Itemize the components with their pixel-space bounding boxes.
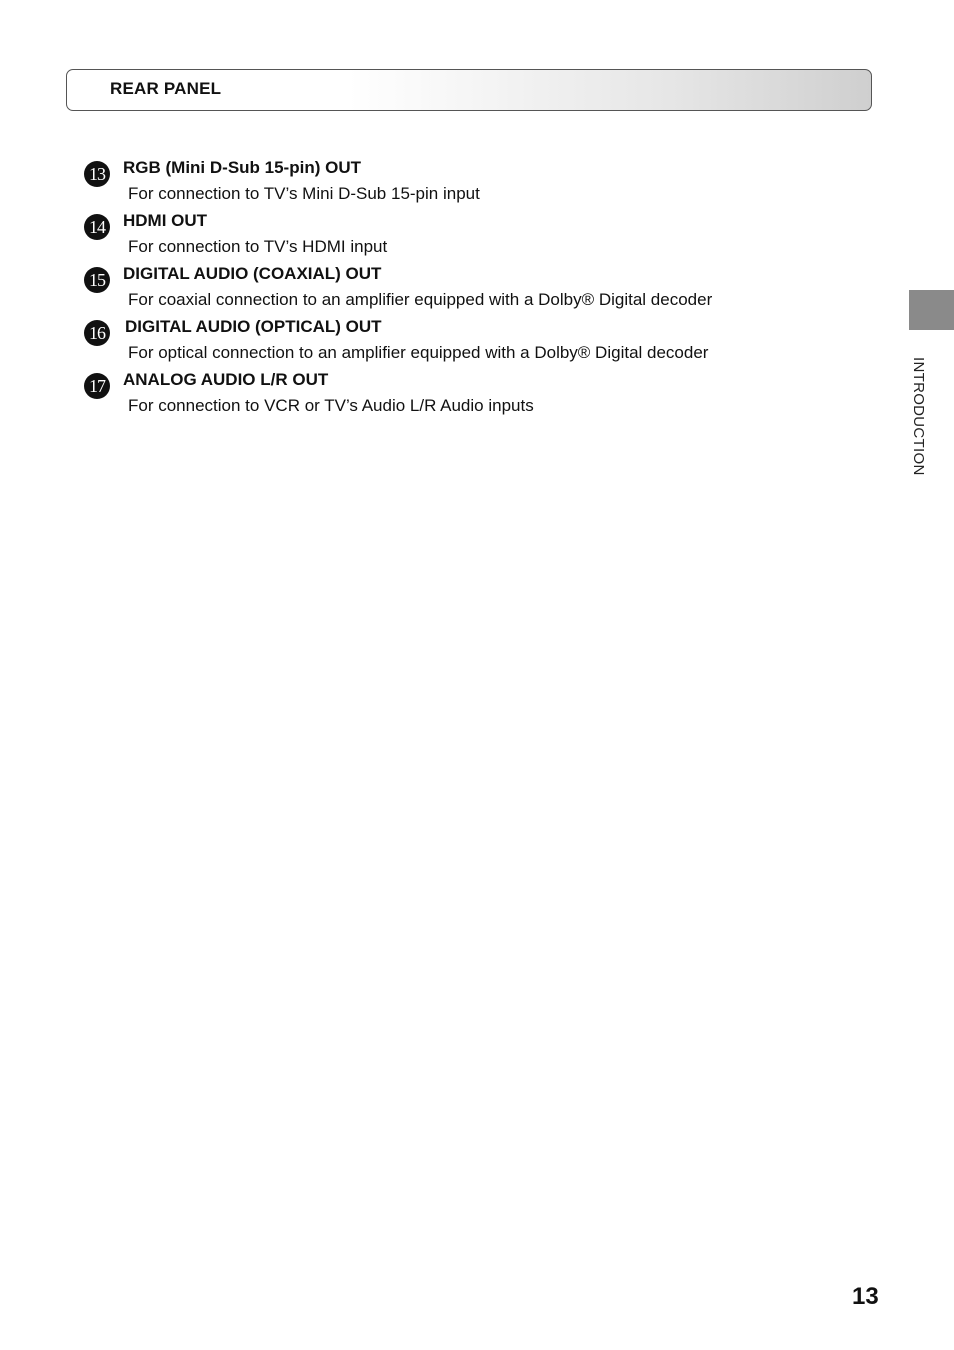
item-title: HDMI OUT — [123, 211, 208, 230]
number-badge: 13 — [84, 161, 110, 187]
item-title: RGB (Mini D-Sub 15-pin) OUT — [123, 158, 361, 177]
number-badge: 14 — [84, 214, 110, 240]
page-number: 13 — [852, 1283, 879, 1310]
item-description: For optical connection to an amplifier equipped with a Dolby® Digital decoder — [128, 343, 709, 362]
item-title: DIGITAL AUDIO (COAXIAL) OUT — [123, 264, 382, 283]
section-header-box — [66, 69, 872, 111]
chapter-tab-marker — [909, 290, 954, 330]
list-item — [84, 211, 844, 264]
chapter-side-label: INTRODUCTION — [910, 357, 927, 476]
list-item — [84, 264, 844, 317]
item-description: For connection to TV’s HDMI input — [128, 237, 388, 256]
section-title: REAR PANEL — [110, 79, 222, 98]
item-description: For coaxial connection to an amplifier equipped with a Dolby® Digital decoder — [128, 290, 713, 309]
number-badge: 16 — [84, 320, 110, 346]
list-item — [84, 158, 844, 211]
number-badge: 15 — [84, 267, 110, 293]
item-description: For connection to TV’s Mini D-Sub 15-pin input — [128, 184, 480, 203]
item-description: For connection to VCR or TV’s Audio L/R Audio inputs — [128, 396, 534, 415]
list-item — [84, 317, 844, 370]
number-badge: 17 — [84, 373, 110, 399]
list-item — [84, 370, 844, 423]
item-title: DIGITAL AUDIO (OPTICAL) OUT — [125, 317, 382, 336]
item-title: ANALOG AUDIO L/R OUT — [123, 370, 329, 389]
